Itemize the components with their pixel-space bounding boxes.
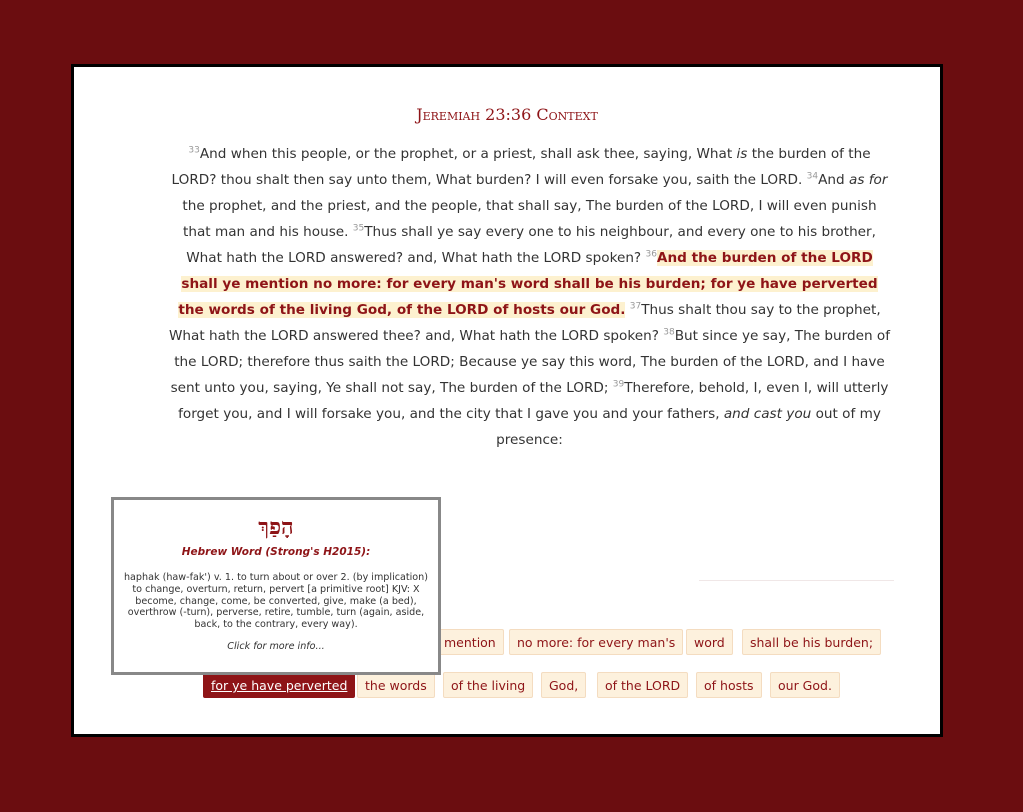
verse-text: out of my presence: [496, 406, 881, 448]
verse-number: 33 [188, 145, 200, 156]
verse-number: 39 [612, 379, 625, 390]
popup-definition: haphak (haw-fak') v. 1. to turn about or over 2. (by implication) to change, overturn, return, pervert [a primitive root] KJV: X become, change, come, be converted, give, make (a bed), overthrow (-turn), perverse, retire, tumble, turn (again, aside, back, to the contrary, every way). [123, 572, 429, 631]
verse-text: as for [849, 172, 888, 188]
verse-text: and cast you [723, 406, 812, 422]
page-title: Jeremiah 23:36 Context [416, 105, 598, 124]
verse-number: 37 [629, 301, 642, 312]
word-chip-god[interactable]: God, [541, 672, 586, 698]
verse-text: And when this people, or the prophet, or a priest, shall ask thee, saying, What [199, 146, 737, 162]
verse-text: Thus shalt thou say to the prophet, What hath the LORD answered thee? and, What hath the LORD spoken? [168, 302, 881, 344]
word-chip-the-words[interactable]: the words [357, 672, 435, 698]
divider [699, 580, 894, 581]
verse-number: 34 [806, 171, 819, 182]
word-chip-lord[interactable]: of the LORD [597, 672, 688, 698]
hebrew-word: הָפַךְ [258, 514, 294, 540]
word-chip-burden[interactable]: shall be his burden; [742, 629, 881, 655]
word-chip-our-god[interactable]: our God. [770, 672, 840, 698]
word-chip-hosts[interactable]: of hosts [696, 672, 762, 698]
verse-text: And [818, 172, 849, 188]
verse-text: is [736, 146, 748, 162]
highlighted-verse-text: And the burden of the LORD shall ye mention no more: for every man's word shall be his burden; for ye have perverted the words of the living God, of the LORD of hosts our God. [178, 250, 878, 318]
verse-text: the burden of the LORD? thou shalt then say unto them, What burden? I will even forsake you, saith the LORD. [171, 146, 871, 188]
word-chip-perverted[interactable]: for ye have perverted [203, 672, 355, 698]
verse-text: But since ye say, The burden of the LORD; therefore thus saith the LORD; Because ye say this word, The burden of the LORD, and I have sent unto you, saying, Ye shall not say, The burden of the LORD; [170, 328, 891, 396]
word-chip-mention[interactable]: mention [436, 629, 504, 655]
word-chip-no-more[interactable]: no more: for every man's [509, 629, 683, 655]
verse-number: 38 [663, 327, 675, 338]
word-chip-living[interactable]: of the living [443, 672, 533, 698]
verse-number: 36 [645, 249, 657, 260]
verse-text: Therefore, behold, I, even I, will utterly forget you, and I will forsake you, and the city that I gave you and your fathers, [178, 380, 889, 422]
strongs-popup[interactable] [111, 497, 441, 675]
more-info-link[interactable]: Click for more info... [227, 640, 325, 652]
verse-text: Thus shall ye say every one to his neighbour, and every one to his brother, What hath the LORD answered? and, What hath the LORD spoken? [186, 224, 876, 266]
word-chip-word[interactable]: word [686, 629, 733, 655]
verse-number: 35 [352, 223, 365, 234]
passage-text [167, 141, 892, 453]
popup-heading: Hebrew Word (Strong's H2015): [181, 546, 371, 558]
verse-text: the prophet, and the priest, and the people, that shall say, The burden of the LORD, I will even punish that man and his house. [182, 198, 877, 240]
